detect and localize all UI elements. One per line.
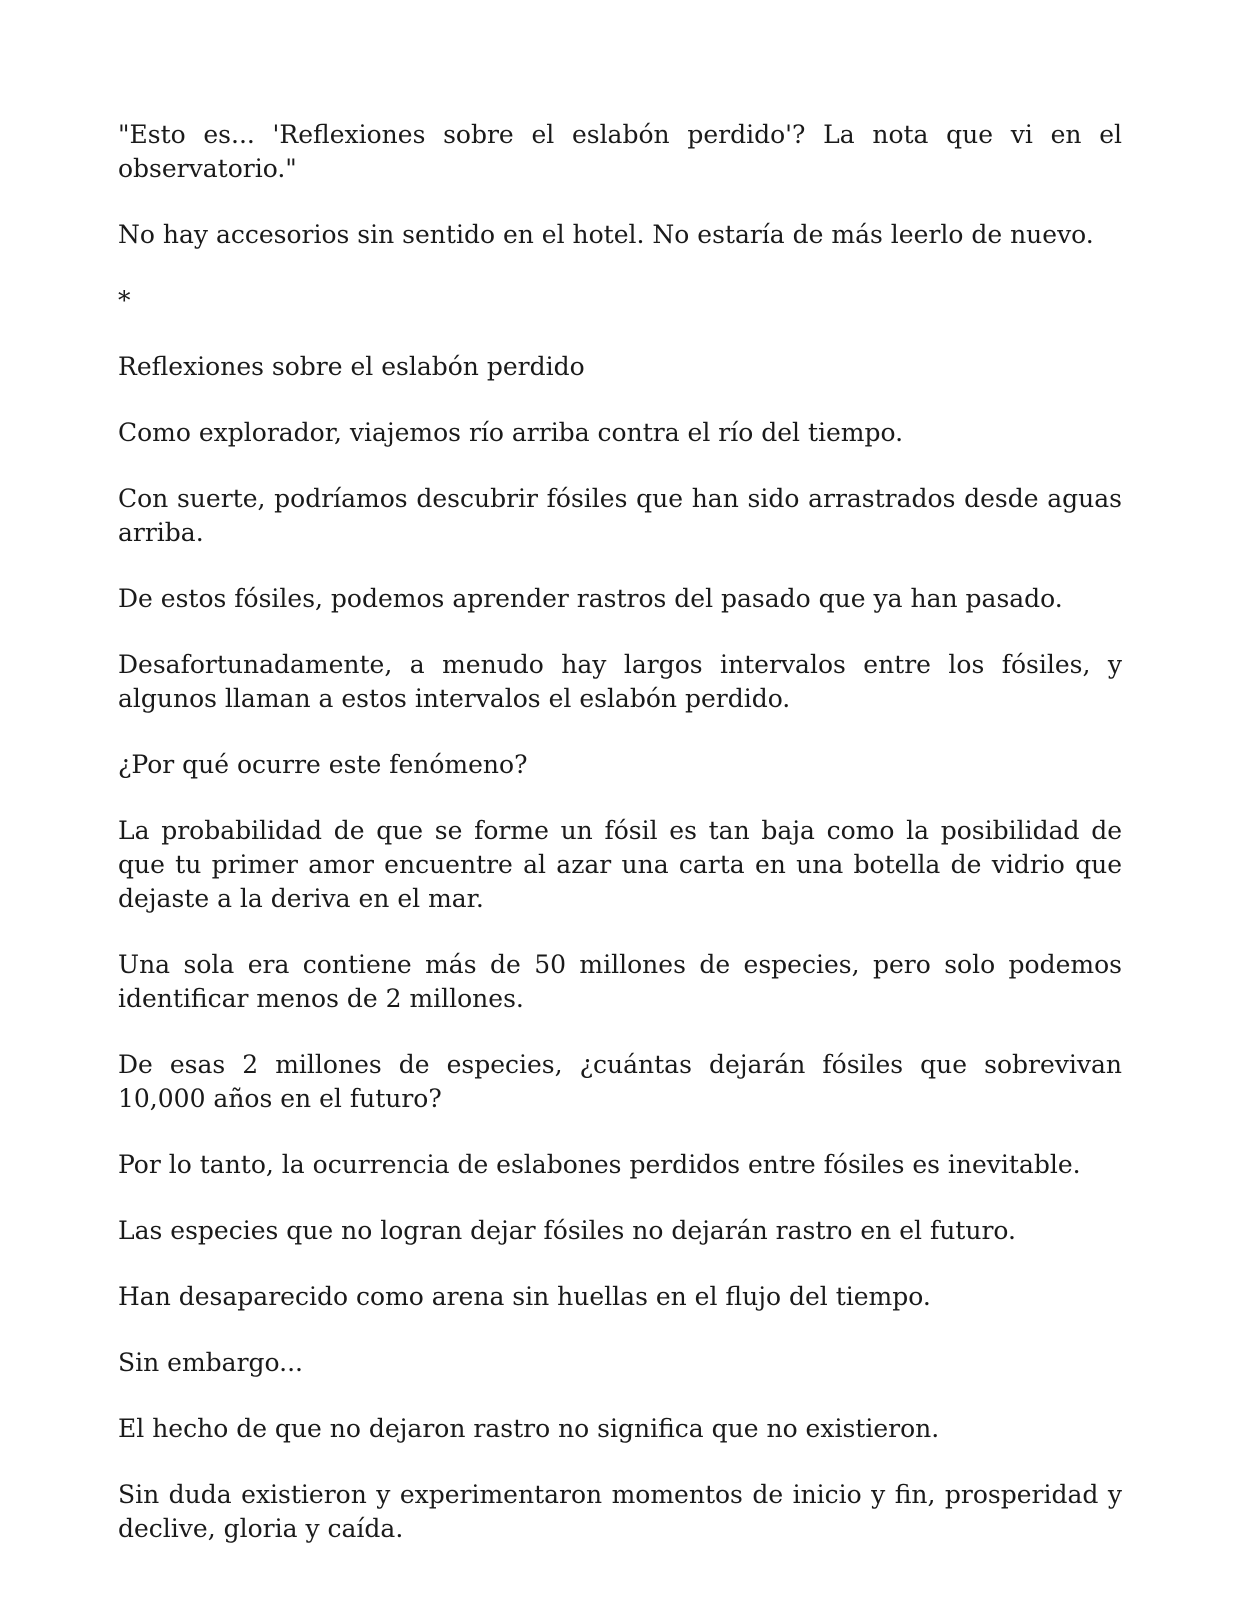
document-body xyxy=(118,118,1122,1578)
paragraph: ¿Por qué ocurre este fenómeno? xyxy=(118,750,528,779)
paragraph: No hay accesorios sin sentido en el hotel. No estaría de más leerlo de nuevo. xyxy=(118,220,1094,249)
paragraph: La probabilidad de que se forme un fósil es tan baja como la posibilidad de que tu primer amor encuentre al azar una carta en una botella de vidrio que dejaste a la deriva en el mar. xyxy=(118,816,1122,913)
paragraph: Sin embargo... xyxy=(118,1348,303,1377)
section-separator: * xyxy=(118,286,131,315)
section-title: Reflexiones sobre el eslabón perdido xyxy=(118,352,585,381)
paragraph: Las especies que no logran dejar fósiles no dejarán rastro en el futuro. xyxy=(118,1216,1016,1245)
paragraph: De estos fósiles, podemos aprender rastros del pasado que ya han pasado. xyxy=(118,584,1063,613)
paragraph: Sin duda existieron y experimentaron momentos de inicio y fin, prosperidad y declive, gloria y caída. xyxy=(118,1480,1122,1543)
paragraph: El hecho de que no dejaron rastro no significa que no existieron. xyxy=(118,1414,940,1443)
quote-paragraph: "Esto es... 'Reflexiones sobre el eslabón perdido'? La nota que vi en el observatorio." xyxy=(118,120,1122,183)
paragraph: Desafortunadamente, a menudo hay largos intervalos entre los fósiles, y algunos llaman a estos intervalos el eslabón perdido. xyxy=(118,650,1122,713)
paragraph: Con suerte, podríamos descubrir fósiles que han sido arrastrados desde aguas arriba. xyxy=(118,484,1122,547)
paragraph: Una sola era contiene más de 50 millones de especies, pero solo podemos identificar menos de 2 millones. xyxy=(118,950,1122,1013)
paragraph: Como explorador, viajemos río arriba contra el río del tiempo. xyxy=(118,418,904,447)
paragraph: De esas 2 millones de especies, ¿cuántas dejarán fósiles que sobrevivan 10,000 años en el futuro? xyxy=(118,1050,1122,1113)
paragraph: Han desaparecido como arena sin huellas en el flujo del tiempo. xyxy=(118,1282,931,1311)
paragraph: Por lo tanto, la ocurrencia de eslabones perdidos entre fósiles es inevitable. xyxy=(118,1150,1081,1179)
